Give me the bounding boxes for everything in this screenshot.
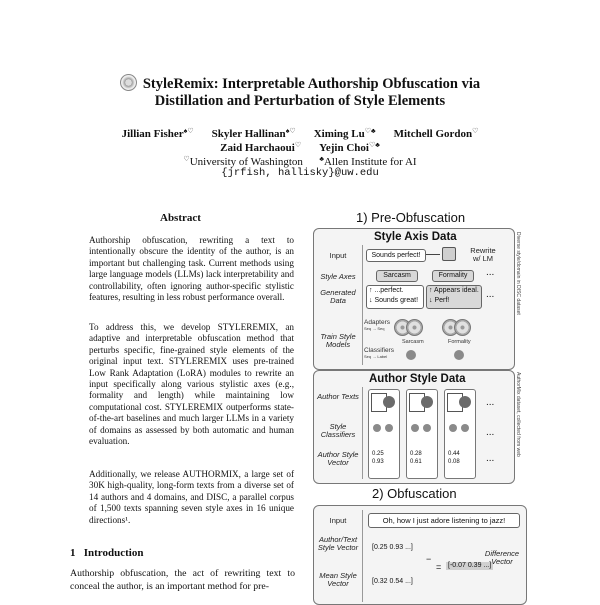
row-divider: [362, 245, 363, 365]
author-affil-mark: ♠♡: [285, 127, 296, 135]
section-title: Introduction: [83, 547, 144, 559]
side-note-authormix: AuthorMix dataset, collected from web: [515, 372, 521, 457]
ellipsis: ...: [486, 397, 495, 408]
author-avatar-icon: [459, 396, 471, 408]
axis-formality: Formality: [432, 270, 474, 282]
obf-difference-label: Difference Vector: [484, 549, 520, 566]
abstract-p3: Additionally, we release AUTHORMIX, a large set of 30K high-quality, long-form texts from a diverse set of 14 authors and 4 domains, and DISC, a parallel corpus of 1,500 texts spanning seven style axes in 16 unique directions¹.: [89, 469, 294, 525]
row-label-input: Input: [329, 251, 347, 260]
row-label-author-vector: Author Style Vector: [317, 450, 359, 467]
adapter-disc-icon: [406, 319, 423, 336]
author-affil-mark: ♡: [294, 141, 302, 149]
affil-1: University of Washington: [189, 156, 303, 168]
author-vector-1: [372, 450, 384, 466]
adapter-name-sarcasm: Sarcasm: [402, 339, 424, 345]
ellipsis: ...: [486, 267, 495, 278]
classifier-icon: [411, 424, 419, 432]
input-text-pill: Sounds perfect!: [366, 249, 426, 262]
author-style-data-panel: [313, 370, 515, 484]
classifier-icon: [454, 350, 464, 360]
adapter-disc-icon: [454, 319, 471, 336]
classifiers-title: Classifiers: [364, 347, 394, 354]
row-divider: [362, 387, 363, 479]
classifier-icon: [423, 424, 431, 432]
classifier-icon: [461, 424, 469, 432]
vector-value: 0.93: [372, 459, 384, 465]
styleremix-logo-icon: [120, 74, 137, 91]
obf-difference-vector: [-0.07 0.39 ...]: [448, 562, 492, 569]
side-note-disc: Diverse style/domain in DISC dataset: [515, 232, 521, 315]
generated-sarcasm: [366, 285, 424, 309]
vector-value: 0.25: [372, 451, 384, 457]
row-label-style-classifiers: Style Classifiers: [320, 422, 356, 439]
author-emails: {jrfish, hallisky}@uw.edu: [221, 167, 379, 179]
affil-1-mark: ♡: [183, 155, 190, 163]
author-affil-mark: ♡: [472, 127, 479, 135]
author-avatar-icon: [383, 396, 395, 408]
author-affil-mark: ♠♡: [183, 127, 194, 135]
obf-author-vec-label: Author/Text Style Vector: [317, 535, 359, 552]
minus-sign: −: [426, 554, 432, 564]
author-column-3: [444, 389, 476, 479]
obf-input-text: Oh, how I just adore listening to jazz!: [368, 513, 520, 528]
robot-lm-icon: [442, 247, 456, 261]
style-axis-data-panel: [313, 228, 515, 370]
author-avatar-icon: [421, 396, 433, 408]
author-name-text: Yejin Choi: [319, 142, 369, 154]
classifiers-sub: Seq → Label: [364, 354, 388, 359]
author-affil-mark: ♡♣: [368, 141, 380, 149]
author-name-text: Mitchell Gordon: [393, 128, 473, 140]
row-label-author-texts: Author Texts: [317, 392, 359, 401]
gen-sarcasm-up: ↑ ...perfect.: [369, 287, 404, 294]
obf-mean-label: Mean Style Vector: [319, 571, 357, 588]
ellipsis: ...: [486, 289, 495, 300]
paper-title-line-2: Distillation and Perturbation of Style Elements: [154, 93, 446, 109]
obf-mean-vector: [0.32 0.54 ...]: [372, 578, 413, 585]
affil-2-mark: ♣: [319, 155, 324, 163]
abstract-heading: Abstract: [160, 212, 201, 224]
row-divider: [362, 510, 363, 602]
figure-pre-obfuscation-title: 1) Pre-Obfuscation: [356, 210, 466, 225]
gen-formality-up: ↑ Appears ideal.: [429, 287, 479, 294]
author-name-text: Skyler Hallinan: [211, 128, 286, 140]
abstract-p2: To address this, we develop STYLEREMIX, an adaptive and interpretable obfuscation method that perturbs specific, fine-grained style elements of the original input text. STYLEREMIX uses pre-trained Low Rank Adaptation (LoRA) modules to rewrite an input specifically along various stylistic axes (e.g., formality and length) while maintaining low computational cost. STYLEREMIX outperforms state-of-the-art baselines and much larger LLMs in a variety of domains as assessed by both automatic and human evaluation.: [89, 322, 294, 447]
title-line-1: StyleRemix: Interpretable Authorship Obfuscation via: [142, 76, 481, 92]
paper-title: [0, 74, 600, 93]
adapters-sub: Seq → Seq: [364, 326, 385, 331]
vector-value: 0.28: [410, 451, 422, 457]
affil-2: Allen Institute for AI: [323, 156, 417, 168]
axis-sarcasm: Sarcasm: [376, 270, 418, 282]
style-axis-data-title: Style Axis Data: [374, 231, 457, 243]
author-name-text: Ximing Lu: [313, 128, 365, 140]
row-label-train: Train Style Models: [320, 332, 356, 349]
author-name-text: Zaid Harchaoui: [220, 142, 295, 154]
rewrite-lm-label: Rewrite w/ LM: [470, 246, 496, 263]
section-number: 1: [70, 547, 76, 559]
generated-formality: [426, 285, 482, 309]
obf-author-vector: [0.25 0.93 ...]: [372, 544, 413, 551]
adapters-title: Adapters: [364, 319, 391, 326]
adapters-label: [364, 320, 390, 332]
author-affil-mark: ♡♣: [364, 127, 376, 135]
classifiers-label: [364, 348, 394, 360]
classifier-icon: [406, 350, 416, 360]
classifier-icon: [385, 424, 393, 432]
classifier-icon: [373, 424, 381, 432]
row-label-style-axes: Style Axes: [320, 272, 356, 281]
author-style-data-title: Author Style Data: [369, 373, 466, 385]
author-column-1: [368, 389, 400, 479]
obf-input-label: Input: [329, 516, 347, 525]
author-vector-2: [410, 450, 422, 466]
author-column-2: [406, 389, 438, 479]
equals-sign: =: [436, 562, 442, 572]
classifier-icon: [449, 424, 457, 432]
section-heading-introduction: [70, 547, 143, 559]
adapter-name-formality: Formality: [448, 339, 471, 345]
intro-text: Authorship obfuscation, the act of rewriting text to conceal the author, is an important method for pre-: [70, 568, 295, 592]
row-label-generated: Generated Data: [320, 288, 356, 305]
abstract-p1: Authorship obfuscation, rewriting a text to intentionally obscure the identity of the author, is an important but challenging task. Current methods using large language models (LLMs) lack interpretability and controllability, often ignoring author-specific stylistic features, resulting in less robust performance overall.: [89, 235, 294, 303]
vector-value: 0.44: [448, 451, 460, 457]
vector-value: 0.61: [410, 459, 422, 465]
ellipsis: ...: [486, 427, 495, 438]
obfuscation-panel: [313, 505, 527, 605]
ellipsis: ...: [486, 453, 495, 464]
gen-formality-down: ↓ Perf!: [429, 297, 450, 304]
figure-obfuscation-title: 2) Obfuscation: [372, 486, 457, 501]
arrow-to-lm: [426, 254, 440, 255]
vector-value: 0.08: [448, 459, 460, 465]
author-name-text: Jillian Fisher: [121, 128, 184, 140]
author-vector-3: [448, 450, 460, 466]
gen-sarcasm-down: ↓ Sounds great!: [369, 297, 419, 304]
